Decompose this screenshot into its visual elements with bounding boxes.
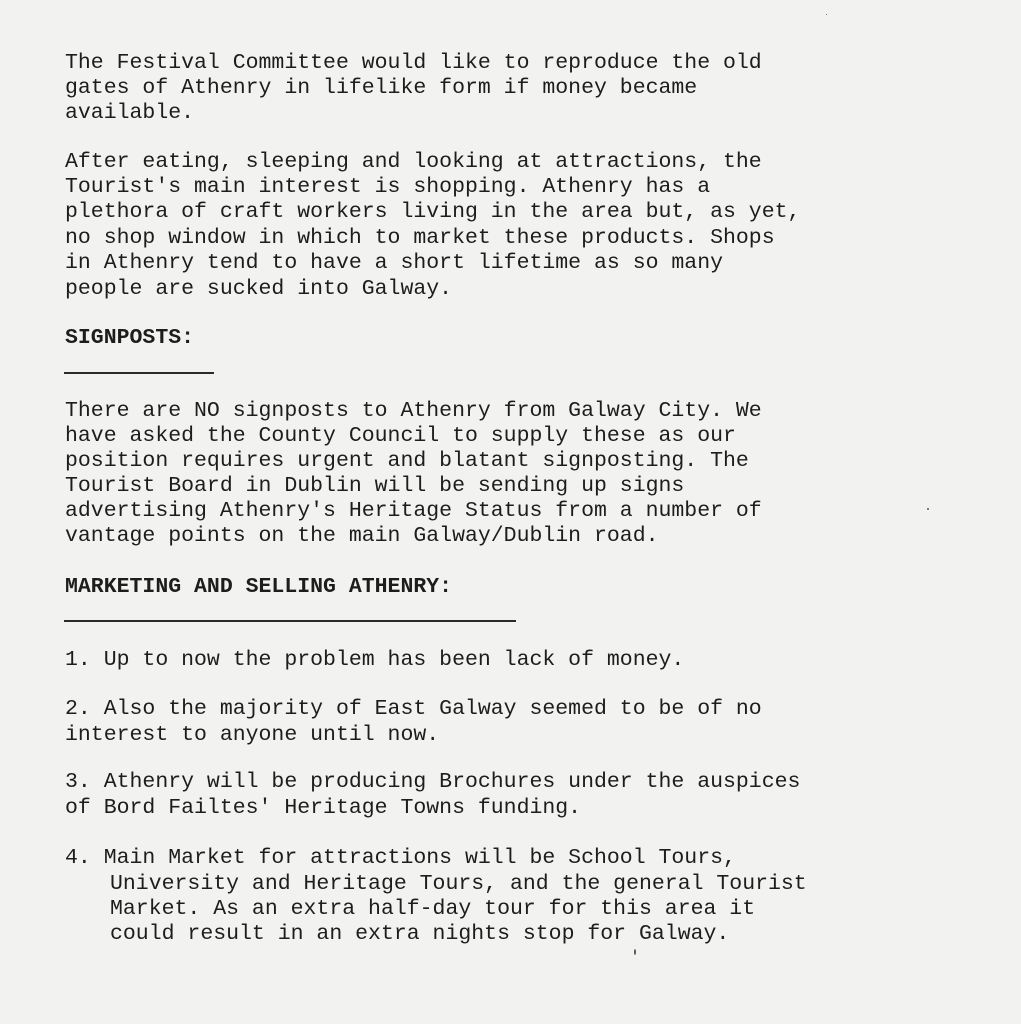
scan-speck xyxy=(927,508,929,510)
para3-line: Tourist Board in Dublin will be sending up signs xyxy=(65,474,685,498)
list-item-4-line: 4. Main Market for attractions will be School Tours, xyxy=(65,846,736,870)
heading-underline xyxy=(64,620,516,622)
para3-line: advertising Athenry's Heritage Status from a number of xyxy=(65,499,762,523)
para2-line: people are sucked into Galway. xyxy=(65,277,453,301)
para1-line: available. xyxy=(65,101,195,125)
para2-line: Tourist's main interest is shopping. Athenry has a xyxy=(65,175,711,199)
para2-line: After eating, sleeping and looking at attractions, the xyxy=(65,150,762,174)
scan-speck xyxy=(826,14,827,15)
para1-line: gates of Athenry in lifelike form if money became xyxy=(65,76,698,100)
section-heading-marketing: MARKETING AND SELLING ATHENRY: xyxy=(65,575,453,599)
scan-speck xyxy=(634,949,636,955)
para3-line: There are NO signposts to Athenry from Galway City. We xyxy=(65,399,762,423)
list-item-3-line: of Bord Failtes' Heritage Towns funding. xyxy=(65,796,582,820)
list-item-2-line: 2. Also the majority of East Galway seemed to be of no xyxy=(65,697,762,721)
para2-line: in Athenry tend to have a short lifetime as so many xyxy=(65,251,724,275)
list-item-4-line: University and Heritage Tours, and the general Tourist xyxy=(110,872,807,896)
para3-line: position requires urgent and blatant signposting. The xyxy=(65,449,749,473)
list-item-4-line: could result in an extra nights stop for Galway. xyxy=(110,922,730,946)
list-item-4-line: Market. As an extra half-day tour for this area it xyxy=(110,897,756,921)
list-item-2-line: interest to anyone until now. xyxy=(65,723,440,747)
para2-line: plethora of craft workers living in the area but, as yet, xyxy=(65,200,801,224)
heading-underline xyxy=(64,372,214,374)
para3-line: vantage points on the main Galway/Dublin road. xyxy=(65,524,659,548)
para3-line: have asked the County Council to supply these as our xyxy=(65,424,736,448)
list-item-3-line: 3. Athenry will be producing Brochures under the auspices xyxy=(65,770,801,794)
para2-line: no shop window in which to market these products. Shops xyxy=(65,226,775,250)
para1-line: The Festival Committee would like to reproduce the old xyxy=(65,51,762,75)
list-item-1: 1. Up to now the problem has been lack of money. xyxy=(65,648,685,672)
section-heading-signposts: SIGNPOSTS: xyxy=(65,326,195,350)
